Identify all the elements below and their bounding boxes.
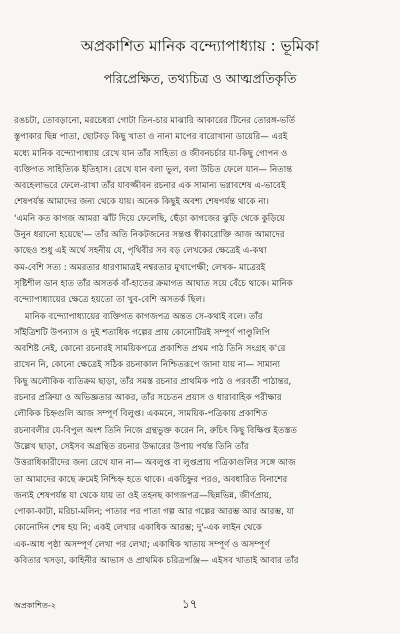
- text-line: রাখেন নি, কোনো ক্ষেত্রেই সঠিক রচনাকাল নিশ্চিতরূপে জানা যায় না— সামান্য: [14, 360, 280, 371]
- text-line: রঙচটা, তোবড়ানো, মরচেধরা গোটা তিন-চার মাঝারি আকারের টিনের তোরঙ্গ-ভর্তি: [14, 116, 296, 126]
- text-line: মধ্যে মানিক বন্দ্যোপাধ্যায় রেখে যান তাঁর সাহিত্য ও জীবনচর্চার যা-কিছু গোপন ও: [14, 148, 288, 159]
- text-line: পোকা-কাটা, মরিচা-মলিন; পাতার পর পাতা গল্প আর গল্পের আরম্ভ আর আরম্ভ, যা: [14, 507, 295, 518]
- text-line: উনুন ধরানো হয়েছে'— তাঁর অতি নিকটজনের সন্তপ্ত স্বীকারোক্তি আজ আমাদের: [14, 230, 285, 241]
- page-number: ১৭: [182, 597, 198, 611]
- text-line: কোনোদিন শেষ হয় নি; একই লেখার একাধিক আরম্ভ; দু'-এক লাইন থেকে: [14, 523, 262, 534]
- body-text: [14, 113, 392, 569]
- text-line: উল্লেখ ছাড়া, সেইসব অগ্রন্থিত রচনার উদ্ধারের উপায় পর্যন্ত তিনি তাঁর: [14, 441, 249, 452]
- footer-running-title: অপ্রকাশিত-২: [14, 601, 56, 610]
- text-line: স্তূপাকার ছিন্ন পাতা, ছোটবড় কিছু খাতা ও নানা মাপের বারোখানা ডায়েরি— এরই: [14, 132, 288, 143]
- text-line: তা আমাদের কাছে ক্রমেই নিশ্চিহ্ন হতে থাকে। একচিহ্নুর পরও, অবধারিত বিনাশের: [14, 474, 288, 485]
- page-subtitle: পরিপ্রেক্ষিত, তথ্যচিত্র ও আত্মপ্রতিকৃতি: [103, 71, 297, 86]
- text-line: কাছেও শুধু এই অর্থে সহনীয় যে, পৃথিবীর সব বড় লেখকের ক্ষেত্রেই এ-কথা: [14, 246, 267, 257]
- text-line: উত্তরাধিকারীদের জন্য রেখে যান না— অবলুপ্ত বা লুপ্তপ্রায় পত্রিকাগুলির সঙ্গে আজ: [14, 458, 296, 469]
- text-line: রচনার প্রক্রিয়া ও অভিজ্ঞতার আকর, তাঁর সচেতন প্রয়াস ও ধারাবাহিক পরীক্ষার: [14, 393, 282, 404]
- text-line: সৃষ্টিশীল ডান হাত তাঁর অসতর্ক বাঁ-হাতের ক্রমাগত আঘাত সয়ে বেঁচে থাকে। মানিক: [14, 278, 293, 289]
- text-line: কবিতার খসড়া, কাহিনীর আভাস ও প্রাথমিক চরিত্রপঞ্জি— এইসব খাতাই আবার তাঁর: [14, 556, 299, 567]
- text-line: রচনাবলীর যে-বিপুল অংশ তিনি নিজে গ্রন্থভুক্ত করেন নি, রুচিৎ কিছু বিক্ষিপ্ত ইতস্তত: [14, 425, 298, 436]
- text-line: কিছু অলৌকিক ব্যতিক্রম ছাড়া, তাঁর সমস্ত রচনার প্রাথমিক পাঠ ও পরবর্তী পাঠান্তর,: [14, 376, 292, 387]
- text-line: ব্যক্তিগত সাহিত্যিক ইতিহাস। রেখে যান বলা ভুল, বলা উচিত ফেলে যান— নিতান্ত: [14, 164, 293, 175]
- text-line: সাঁইত্রিশটি উপন্যাস ও দুই শতাধিক গল্পের প্রায় কোনোটিরই সম্পূর্ণ পাণ্ডুলিপি: [14, 327, 271, 338]
- text-line: কম-বেশি সত্য : অমরতার ধারণামাত্রই নশ্বরতার মুখাপেক্ষী; লেখক- মাত্রেরই: [14, 262, 266, 273]
- page-title: অপ্রকাশিত মানিক বন্দ্যোপাধ্যায় : ভূমিকা: [80, 37, 320, 55]
- text-line: লৌকিক চিহ্নগুলি আজ সম্পূর্ণ বিলুপ্ত। একমনে, সাময়িক-পত্রিকায় প্রকাশিত: [14, 409, 268, 420]
- text-line: শেষপর্যন্ত আমাদের জন্য থেকে যায়। অনেক কিছুই অবশ্য শেষপর্যন্ত থাকে না।: [14, 197, 269, 208]
- text-line: এক-আধ পৃষ্ঠা অসম্পূর্ণ লেখা পর লেখা; একাধিক খাতায় সম্পূর্ণ ও অসম্পূর্ণ: [14, 539, 270, 550]
- text-line: 'এমনি কত কাগজ আমরা ঝাঁট দিয়ে ফেলেছি, ছেঁড়া কাগজের ঝুড়ি থেকে কুড়িয়ে: [14, 213, 285, 224]
- text-line: অবহেলাভরে ফেলে-রাখা তাঁর যাবজ্জীবন রচনার এক সামান্য ভগ্নাবশেষ এ-ভাবেই: [14, 181, 286, 192]
- text-line: মানিক বন্দ্যোপাধ্যায়ের ব্যক্তিগত কাগজপত্র অন্তত সে-কথাই বলে। তাঁর: [14, 311, 263, 322]
- text-line: জন্যই শেষপর্যন্ত যা থেকে যায় তা ওই তহনছ কাগজপত্র—ছিন্নভিন্ন, জীর্ণপ্রায়,: [14, 490, 272, 501]
- text-line: অবশিষ্ট নেই, কোনো রচনারই সাময়িকপত্রে প্রকাশিত প্রথম পাঠ তিনি সংগ্রহ ক'রে: [14, 344, 286, 355]
- text-line: বন্দ্যোপাধ্যায়ের ক্ষেত্রে হয়তো তা খুব-বেশি অসতর্ক ছিল।: [14, 295, 206, 306]
